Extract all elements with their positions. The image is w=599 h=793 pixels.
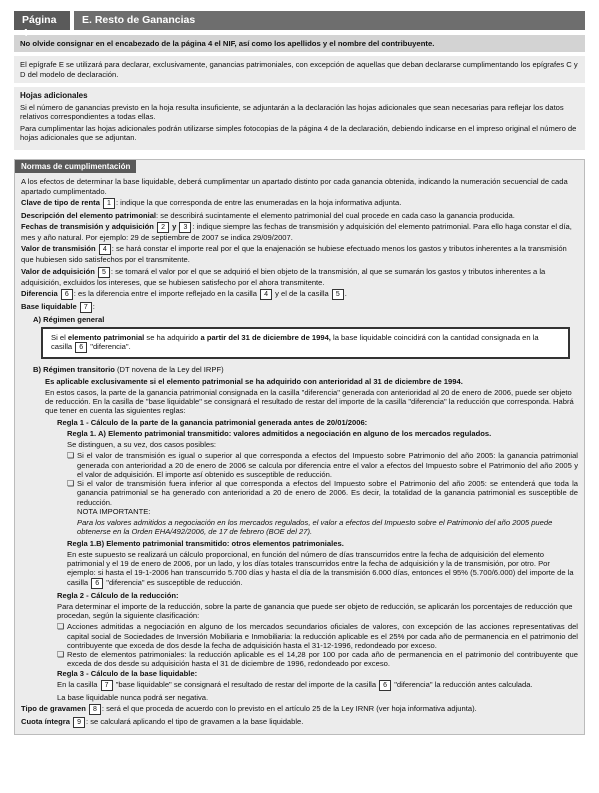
- regla-3-text-1: En la casilla: [57, 679, 98, 689]
- page-number-label: Página 4: [14, 11, 70, 30]
- normas-tab-title: Normas de cumplimentación: [15, 160, 136, 174]
- b-title: B) Régimen transitorio: [33, 365, 115, 375]
- cuota-label: Cuota íntegra: [21, 717, 70, 727]
- b-paragraph: En estos casos, la parte de la ganancia patrimonial consignada en la casilla "diferencia" generada con anterioridad al 20 de enero de 2006, puede ser objeto de reducción. En la casilla de "base liquidable" se consignará el resultado de restar del importe de la casilla "diferencia" la reducción que corresponda. Habrá que tener en cuenta las siguientes reglas:: [45, 387, 574, 416]
- checkbox-bullet-icon: ❏: [67, 451, 75, 461]
- regimen-general-title: A) Régimen general: [33, 314, 105, 324]
- normas-body: [15, 173, 584, 728]
- dif-text-1: : es la diferencia entre el importe reflejado en la casilla: [73, 288, 257, 298]
- diferencia-line: Diferencia 6 : es la diferencia entre el importe reflejado en la casilla 4 y el de la casilla 5 .: [21, 288, 347, 298]
- checkbox-bullet-icon: ❏: [57, 650, 65, 660]
- regimen-transitorio-title: [21, 365, 578, 374]
- b-title-note: (DT novena de la Ley del IRPF): [116, 365, 224, 375]
- section-title: E. Resto de Ganancias: [74, 11, 585, 30]
- regla-2-bullet-2-text: Resto de elementos patrimoniales: la reducción aplicable es el 14,28 por 100 por cada año de permanencia en el patrimonio del contribuyente que exceda de dos desde su adquisición hasta el 31 de diciembre de 1996, redondeado por exceso.: [67, 650, 578, 669]
- fechas-text: : indique siempre las fechas de transmisión y adquisición del elemento patrimonial. Para ello haga constar el día, mes y año natural. Por ejemplo: 29 de septiembre de 2007 se indica 29/09/2007.: [21, 222, 572, 243]
- casilla-7-box: 7: [80, 302, 92, 313]
- regla-3-title: Regla 3 - Cálculo de la base liquidable:: [57, 668, 198, 678]
- fechas-label: Fechas de transmisión y adquisición: [21, 222, 154, 232]
- fechas-y: y: [172, 222, 177, 232]
- regla-3-text-2: "base liquidable" se consignará el resultado de restar del importe de la casilla: [115, 679, 377, 689]
- descripcion-text: : se describirá sucintamente el elemento patrimonial del cual procede en cada caso la ganancia producida.: [156, 210, 515, 220]
- regla-2-bullet-1-text: Acciones admitidas a negociación en alguno de los mercados secundarios oficiales de valores, con excepción de las acciones representativas del capital social de Sociedades de Inversión Mobiliaria e Inmobiliaria: la reducción aplicable es el 25% por cada año de permanencia en el patrimonio del contribuyente que exceda de dos desde la fecha de adquisición hasta el 31-12-1996, redondeado por exceso.: [67, 622, 578, 650]
- regla-3-text-3: "diferencia" la reducción antes calculada.: [394, 679, 533, 689]
- regla-1b-paragraph: [21, 550, 578, 589]
- descripcion-label: Descripción del elemento patrimonial: [21, 210, 157, 220]
- regimen-general-box: [41, 327, 570, 359]
- clave-label: Clave de tipo de renta: [21, 197, 100, 207]
- regla-3-paragraph: [21, 680, 578, 691]
- casilla-6-ref-b: 6: [91, 578, 103, 589]
- fechas-line: [21, 222, 578, 242]
- nota-title: NOTA IMPORTANTE:: [77, 506, 151, 516]
- casilla-6-ref-a: 6: [75, 342, 87, 353]
- a-bold-2: a partir del 31 de diciembre de 1994,: [200, 333, 331, 343]
- va-text: : se tomará el valor por el que se adquirió el bien objeto de la transmisión, al que se sumarán los gastos y tributos inherentes a la adquisición, excluidos los intereses, que se hubiesen satisfecho por el ahora transmitente.: [21, 266, 546, 287]
- va-label: Valor de adquisición: [21, 266, 95, 276]
- regla-1a-bullet-1-text: Si el valor de transmisión es igual o superior al que corresponda a efectos del Impuesto sobre Patrimonio del año 2005: la ganancia patrimonial generada con anterioridad a 20 de enero de 2006 se calcula por diferencia entre el valor a efectos del Impuesto sobre el Patrimonio del año 2005 y el valor de adquisición. El importe así obtenido es susceptible de reducción.: [77, 451, 578, 479]
- casilla-6-ref-c: 6: [379, 680, 391, 691]
- regla-2-bullet-1: [21, 622, 578, 650]
- casilla-7-ref: 7: [101, 680, 113, 691]
- dif-label: Diferencia: [21, 288, 58, 298]
- regla-1b-title: Regla 1.B) Elemento patrimonial transmitido: otros elementos patrimoniales.: [67, 538, 344, 548]
- checkbox-bullet-icon: ❏: [67, 479, 75, 489]
- clave-text: : indique la que corresponda de entre las enumeradas en la hoja informativa adjunta.: [115, 197, 402, 207]
- regla-1b-text-1: En este supuesto se realizará un cálculo proporcional, en función del número de días transcurridos entre la fecha de adquisición del elemento patrimonial y el 19 de enero de 2006, por un lado, y los días totales transcurridos entre la fecha de adquisición y la de transmisión, por otro. Por ejemplo: si hasta el 19-1-2006 han transcurrido 5.700 días y hasta el día de la transmisión 6.000 días, entonces el 95% (5.700/6.000) del importe de la casilla: [67, 549, 574, 587]
- casilla-2-box: 2: [157, 222, 169, 233]
- clave-line: [21, 198, 578, 209]
- vt-text: : se hará constar el importe real por el que la enajenación se hubiese efectuado menos los gastos y tributos inherentes a la transmisión que hubiesen sido satisfechos por el transmitente.: [21, 244, 567, 265]
- descripcion-line: [21, 211, 578, 220]
- regla-1a-bullet-2-text: Si el valor de transmisión fuera inferior al que corresponda a efectos del Impuesto sobre el Patrimonio del año 2005: se entenderá que toda la ganancia patrimonial se ha generado con anterioridad a 20 de enero de 2006. Es decir, la totalidad de la ganancia patrimonial es susceptible de reducción.: [77, 479, 578, 507]
- casilla-5-ref: 5: [332, 289, 344, 300]
- regla-1a-bullet-2: [21, 479, 578, 507]
- casilla-4-box: 4: [99, 244, 111, 255]
- valor-adquisicion-line: [21, 267, 578, 287]
- regla-3-note: La base liquidable nunca podrá ser negativa.: [57, 692, 209, 702]
- hojas-paragraph-1: Si el número de ganancias previsto en la hoja resulta insuficiente, se adjuntarán a la declaración las hojas adicionales que sean necesarias para reflejar los datos relativos correspondientes a todas ellas.: [20, 102, 564, 121]
- tipo-text: : será el que proceda de acuerdo con lo previsto en el artículo 25 de la Ley IRNR (ver hoja informativa adjunta).: [101, 704, 477, 714]
- b-subtitle: Es aplicable exclusivamente si el elemento patrimonial se ha adquirido con anterioridad al 31 de diciembre de 1994.: [45, 376, 463, 386]
- a-bold-1: elemento patrimonial: [67, 333, 145, 343]
- hojas-paragraph-2: Para cumplimentar las hojas adicionales podrán utilizarse simples fotocopias de la página 4 de la declaración, debiendo indicarse en el impreso original el número de hojas adicionales que se adjuntan.: [20, 124, 577, 143]
- casilla-5-box: 5: [98, 267, 110, 278]
- page-header: [14, 11, 585, 39]
- a-text-4: "diferencia".: [90, 342, 131, 352]
- a-text-2: se ha adquirido: [146, 333, 199, 343]
- base-liquidable-line: Base liquidable 7 :: [21, 301, 95, 311]
- regla-1-title: Regla 1 - Cálculo de la parte de la ganancia patrimonial generada antes de 20/01/2006:: [57, 417, 368, 427]
- regla-1b-text-2: "diferencia" es susceptible de reducción.: [106, 577, 243, 587]
- casilla-6-box: 6: [61, 289, 73, 300]
- dif-text-2: y el de la casilla: [275, 288, 329, 298]
- a-text-1: Si el: [51, 333, 66, 343]
- normas-intro: A los efectos de determinar la base liquidable, deberá cumplimentar un apartado distinto por cada ganancia obtenida, indicando la numeración secuencial de cada apartado cumplimentado.: [21, 177, 568, 196]
- checkbox-bullet-icon: ❏: [57, 622, 65, 632]
- casilla-3-box: 3: [179, 222, 191, 233]
- regla-1a-paragraph: Se distinguen, a su vez, dos casos posibles:: [67, 440, 217, 450]
- casilla-1-box: 1: [103, 198, 115, 209]
- intro-text: El epígrafe E se utilizará para declarar, exclusivamente, ganancias patrimoniales, con excepción de aquellas que deban declararse cumplimentando los epígrafes C y D del modelo de declaración.: [14, 56, 585, 83]
- bl-label: Base liquidable: [21, 301, 77, 311]
- tipo-gravamen-line: [21, 704, 578, 715]
- notice-banner: No olvide consignar en el encabezado de la página 4 el NIF, así como los apellidos y el nombre del contribuyente.: [14, 35, 585, 52]
- hojas-title: Hojas adicionales: [20, 90, 88, 100]
- cuota-integra-line: [21, 717, 578, 728]
- tipo-label: Tipo de gravamen: [21, 704, 86, 714]
- a-text-3: la base liquidable coincidirá con la cantidad consignada en la casilla: [51, 333, 539, 352]
- regla-2-bullet-2: [21, 650, 578, 669]
- normas-section: [14, 159, 585, 736]
- cuota-text: : se calculará aplicando el tipo de gravamen a la base liquidable.: [85, 717, 304, 727]
- casilla-8-box: 8: [89, 704, 101, 715]
- casilla-4-ref: 4: [260, 289, 272, 300]
- regla-1a-bullet-1: [21, 451, 578, 479]
- casilla-9-box: 9: [73, 717, 85, 728]
- regla-1a-title: Regla 1. A) Elemento patrimonial transmitido: valores admitidos a negociación en alguno de los mercados regulados.: [67, 428, 492, 438]
- regla-2-title: Regla 2 - Cálculo de la reducción:: [57, 590, 179, 600]
- hojas-adicionales-section: [14, 87, 585, 150]
- vt-label: Valor de transmisión: [21, 244, 96, 254]
- regla-2-paragraph: Para determinar el importe de la reducción, sobre la parte de ganancia que puede ser objeto de reducción, se aplicarán los porcentajes de reducción que procedan, según la siguiente clasificación:: [57, 601, 573, 621]
- valor-transmision-line: [21, 244, 578, 264]
- nota-text: Para los valores admitidos a negociación en los mercados regulados, el valor a efectos del Impuesto sobre el Patrimonio del año 2005 puede obtenerse en la Orden EHA/492/2006, de 17 de febrero (BOE del 27).: [77, 518, 553, 537]
